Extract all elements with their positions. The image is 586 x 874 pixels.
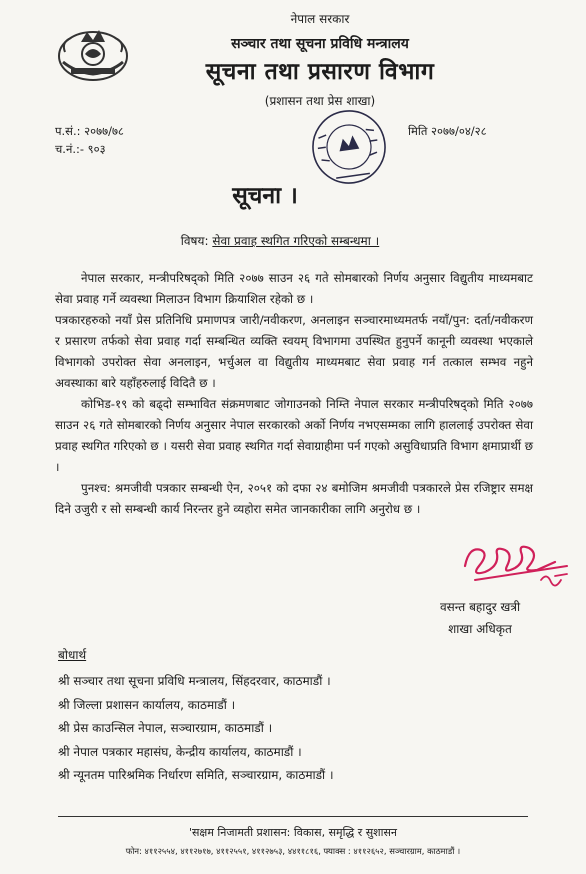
footer-contact: फोन: ४११२५५४, ४११२७१७, ४११२५५१, ४११२७५३, ४४११८१६, फ्याक्स : ४११२६५२, सञ्चारग्राम, काठमाडौं । — [125, 846, 461, 856]
cc-item: श्री प्रेस काउन्सिल नेपाल, सञ्चारग्राम, काठमाडौं । — [58, 721, 273, 735]
signatory-designation: शाखा अधिकृत — [448, 622, 512, 636]
paragraph-3: पुनश्च: श्रमजीवी पत्रकार सम्बन्धी ऐन, २०५१ को दफा २४ बमोजिम श्रमजीवी पत्रकारले प्रेस रजिष्ट्रार समक्ष दिने उजुरी र सो सम्बन्धी कार्य निरन्तर हुने व्यहोरा समेत जानकारीका लागि अनुरोध छ । — [55, 481, 533, 516]
notice-title: सूचना । — [232, 183, 298, 209]
signatory-name: वसन्त बहादुर खत्री — [439, 600, 521, 614]
notice-body — [55, 268, 533, 520]
footer-divider — [58, 816, 528, 817]
subject-label: विषय: — [180, 234, 209, 248]
cc-item: श्री नेपाल पत्रकार महासंघ, केन्द्रीय कार्यालय, काठमाडौं । — [58, 744, 302, 759]
paragraph-1: नेपाल सरकार, मन्त्रीपरिषद्को मिति २०७७ साउन २६ गते सोमबारको निर्णय अनुसार विद्युतीय माध्यमबाट सेवा प्रवाह गर्ने व्यवस्था मिलाउन विभाग क्रियाशिल रहेको छ । — [55, 271, 533, 306]
paragraph-1-continued: पत्रकारहरुको नयाँ प्रेस प्रतिनिधि प्रमाणपत्र जारी/नवीकरण, अनलाइन सञ्चारमाध्यमतर्फ नयाँ/पुन: दर्ता/नवीकरण र प्रसारण तर्फको सेवा प्रवाह गर्दा सम्बन्धित व्यक्ति स्वयम् विभागमा उपस्थित हुनुपर्ने कानूनी व्यवस्था भएकाले विभागको उपरोक्त सेवा अनलाइन, भर्चुअल वा विद्युतीय माध्यमबाट सेवा प्रवाह गर्न तत्काल सम्भव नहुने अवस्थाका बारे यहाँहरुलाई विदितै छ । — [55, 313, 533, 390]
cc-item: श्री न्यूनतम पारिश्रमिक निर्धारण समिति, सञ्चारग्राम, काठमाडौं । — [58, 768, 334, 782]
letter-number: प.सं.: २०७७/७८ — [55, 124, 124, 138]
letter-date: मिति २०७७/०४/२८ — [408, 124, 487, 138]
subject-line — [80, 232, 480, 249]
cc-item: श्री सञ्चार तथा सूचना प्रविधि मन्त्रालय, सिंहदरवार, काठमाडौं । — [58, 674, 331, 688]
paragraph-2: कोभिड-१९ को बढ्दो सम्भावित संक्रमणबाट जोगाउनको निम्ति नेपाल सरकार मन्त्रीपरिषद्को मिति २०७७ साउन २६ गते सोमबारको निर्णय अनुसार नेपाल सरकारको अर्को निर्णय नभएसम्मका लागि हाललाई उपरोक्त सेवा प्रवाह स्थगित गरिएको छ । यसरी सेवा प्रवाह स्थगित गर्दा सेवाग्राहीमा पर्न गएको असुविधाप्रति विभाग क्षमाप्रार्थी छ । — [55, 397, 533, 474]
footer-motto: 'सक्षम निजामती प्रशासन: विकास, समृद्धि र सुशासन — [188, 826, 398, 839]
handwritten-signature — [455, 536, 575, 598]
subject-text: सेवा प्रवाह स्थगित गरिएको सम्बन्धमा । — [212, 234, 380, 248]
department-name: सूचना तथा प्रसारण विभाग — [205, 59, 435, 85]
cc-title: बोधार्थ — [58, 648, 87, 662]
section-name: (प्रशासन तथा प्रेस शाखा) — [264, 94, 376, 108]
cc-list — [58, 646, 478, 788]
dispatch-number: च.नं.:- ९०३ — [55, 142, 106, 156]
cc-item: श्री जिल्ला प्रशासन कार्यालय, काठमाडौं । — [58, 697, 236, 712]
government-name: नेपाल सरकार — [290, 12, 350, 26]
ministry-name: सञ्चार तथा सूचना प्रविधि मन्त्रालय — [231, 36, 409, 52]
nepal-emblem-icon — [55, 22, 131, 84]
